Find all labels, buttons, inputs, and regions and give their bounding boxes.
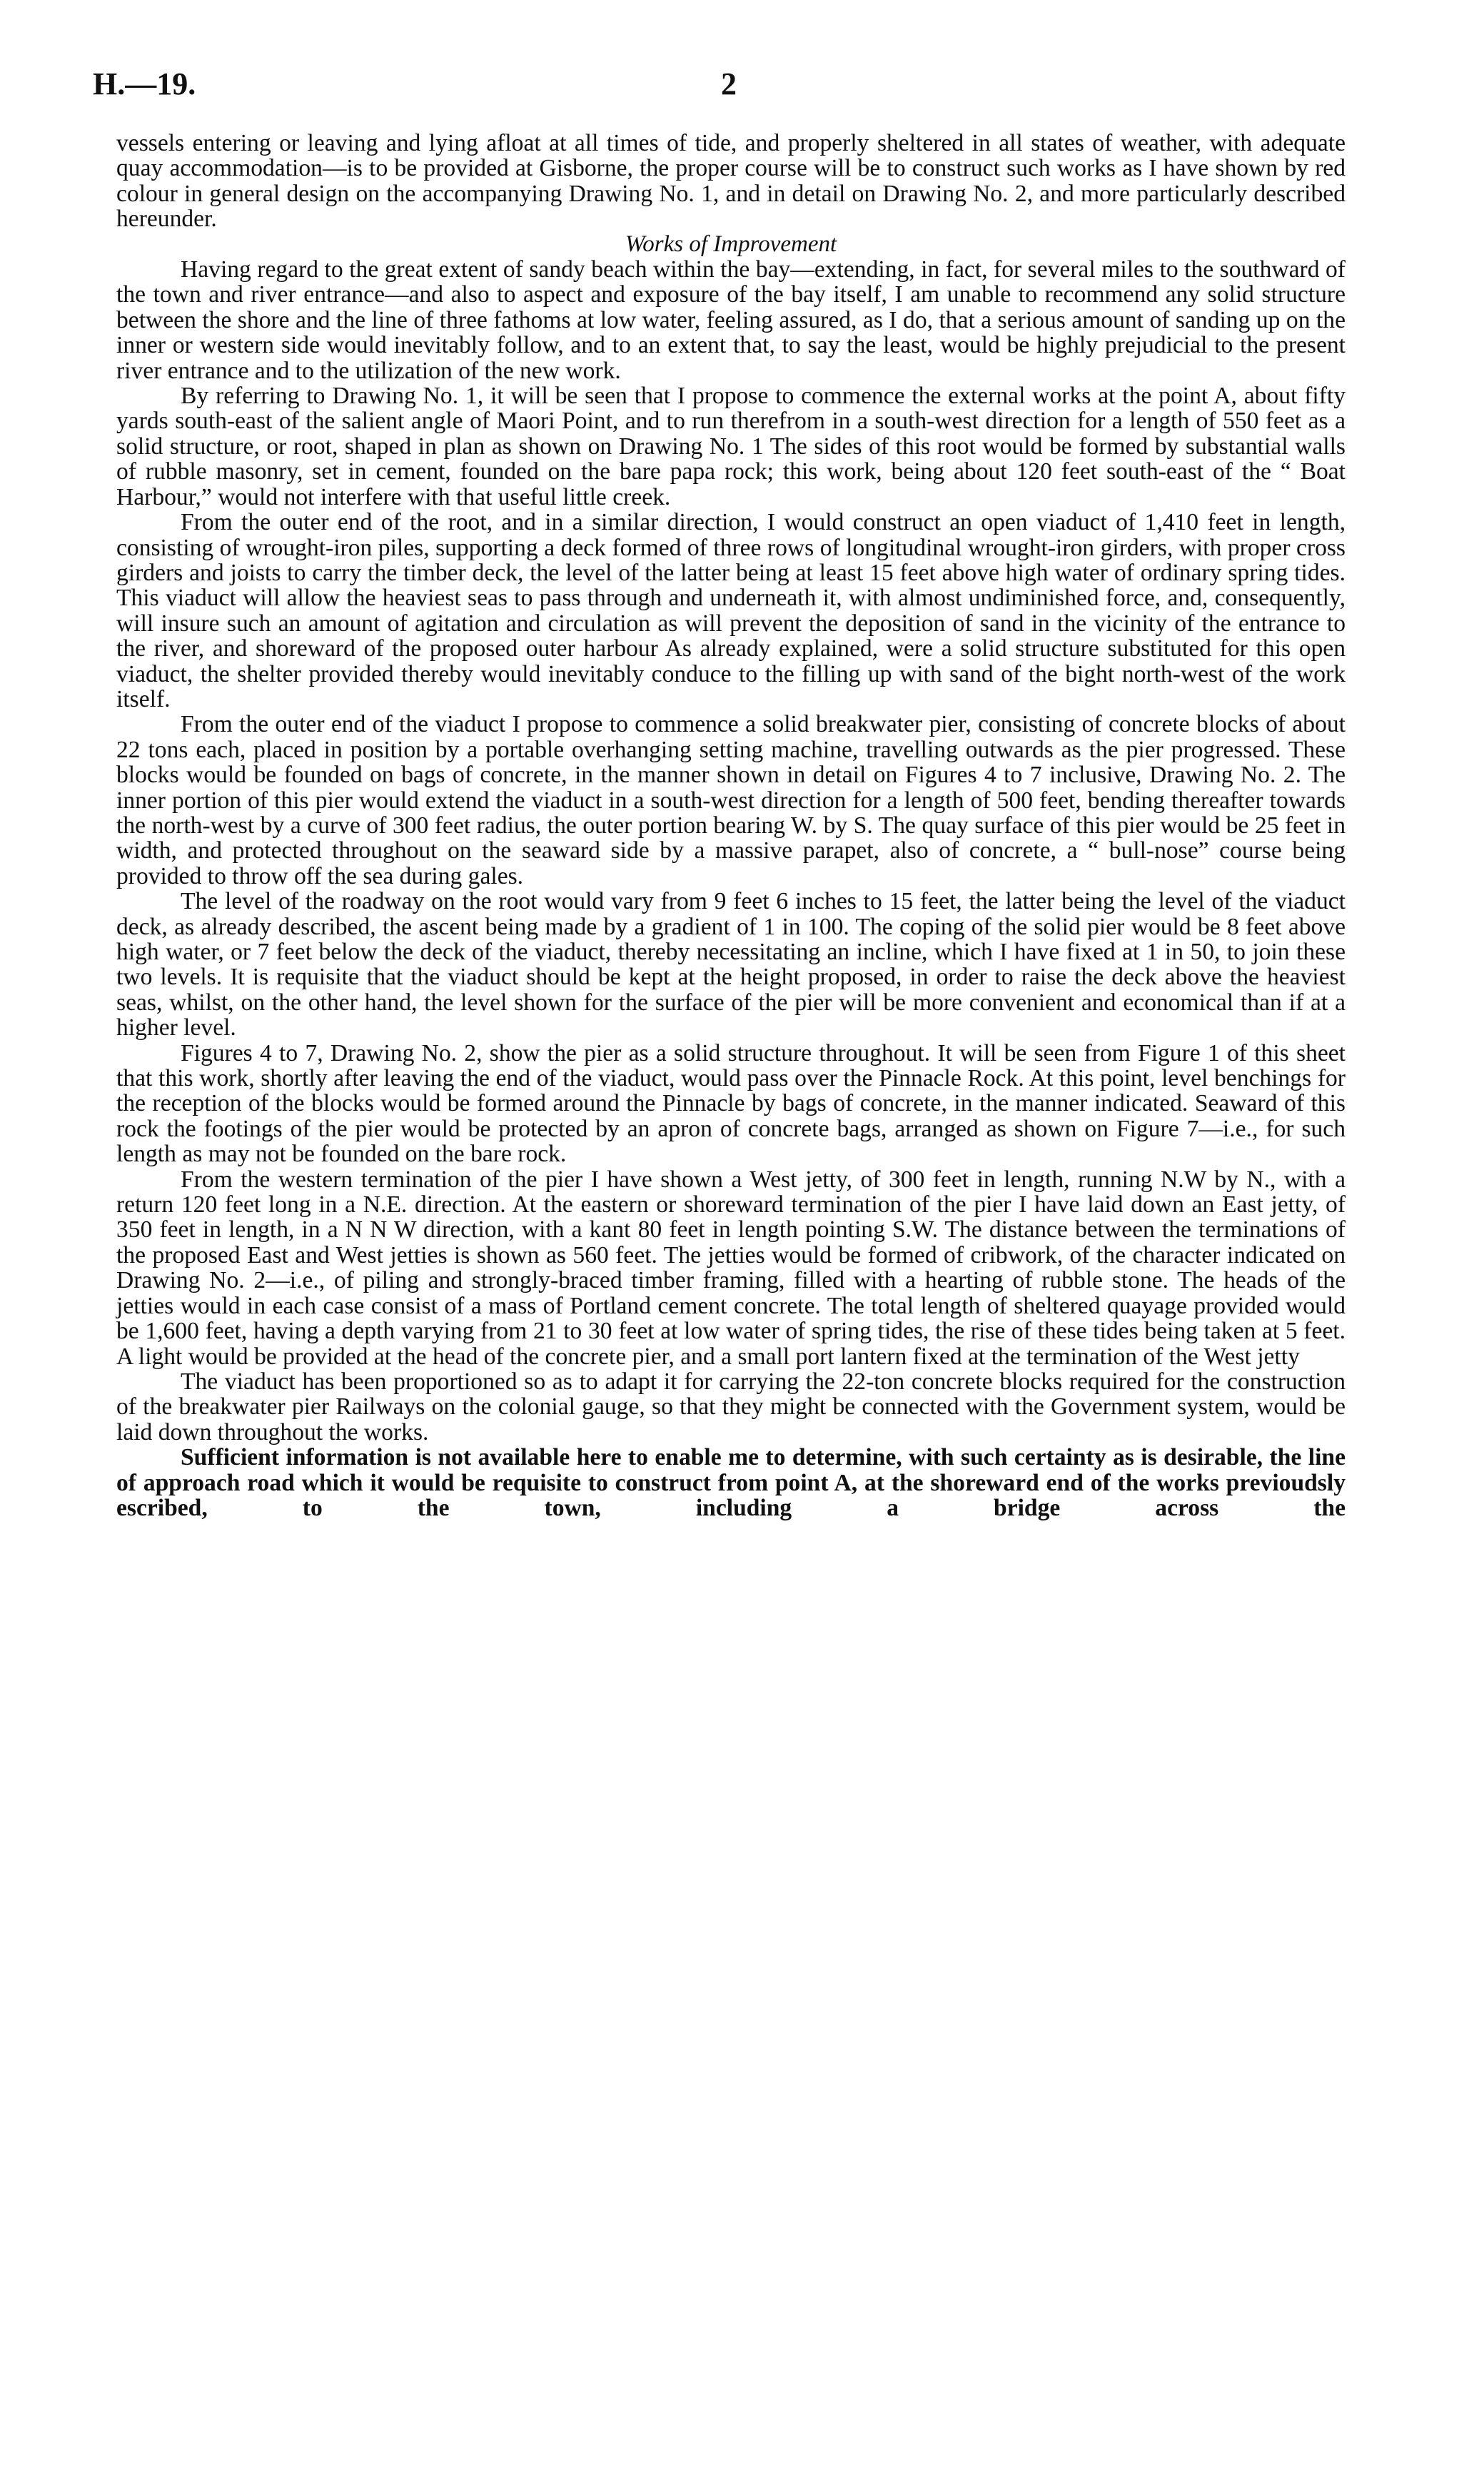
paragraph-viaduct: From the outer end of the root, and in a similar direction, I would construct an open viaduct of 1,410 feet in length, consisting of wrought-iron piles, supporting a deck formed of three rows of longitudinal wrought-iron girders, with proper cross girders and joists to carry the timber deck, the level of the latter being at least 15 feet above high water of ordinary spring tides. This viaduct will allow the heaviest seas to pass through and underneath it, with almost undiminished force, and, consequently, will insure such an amount of agitation and circulation as will prevent the deposition of sand in the vicinity of the entrance to the river, and shoreward of the proposed outer harbour As already explained, were a solid structure substituted for this open viaduct, the shelter provided thereby would inevitably conduce to the filling up with sand of the bight north-west of the work itself. [116,509,1346,712]
paragraph-jetties: From the western termination of the pier I have shown a West jetty, of 300 feet in length, running N.W by N., with a return 120 feet long in a N.E. direction. At the eastern or shoreward termination of the pier I have laid down an East jetty, of 350 feet in length, in a N N W direction, with a kant 80 feet in length pointing S.W. The distance between the terminations of the proposed East and West jetties is shown as 560 feet. The jetties would be formed of cribwork, of the character indicated on Drawing No. 2—i.e., of piling and strongly-braced timber framing, filled with a hearting of rubble stone. The heads of the jetties would in each case consist of a mass of Portland cement concrete. The total length of sheltered quayage provided would be 1,600 feet, having a depth varying from 21 to 30 feet at low water of spring tides, the rise of these tides being taken at 5 feet. A light would be provided at the head of the concrete pier, and a small port lantern fixed at the termination of the West jetty [116,1166,1346,1370]
section-heading: Works of Improvement [625,231,837,257]
body-text [116,131,1346,1520]
document-reference: H.—19. [93,66,196,101]
paragraph-railways: The viaduct has been proportioned so as to adapt it for carrying the 22-ton concrete blocks required for the construction of the breakwater pier Railways on the colonial gauge, so that they might be connected with the Government system, would be laid down throughout the works. [116,1368,1346,1446]
paragraph-root: By referring to Drawing No. 1, it will be seen that I propose to commence the external works at the point A, about fifty yards south-east of the salient angle of Maori Point, and to run therefrom in a south-west direction for a length of 550 feet as a solid structure, or root, shaped in plan as shown on Drawing No. 1 The sides of this root would be formed by substantial walls of rubble masonry, set in cement, founded on the bare papa rock; this work, being about 120 feet south-east of the “ Boat Harbour,” would not interfere with that useful little creek. [116,383,1346,510]
paragraph-continuation: vessels entering or leaving and lying afloat at all times of tide, and properly sheltered in all states of weather, with adequate quay accommodation—is to be provided at Gisborne, the proper course will be to construct such works as I have shown by red colour in general design on the accompanying Drawing No. 1, and in detail on Drawing No. 2, and more particularly described hereunder. [116,130,1346,233]
page-header [93,66,1378,109]
paragraph-roadway-level: The level of the roadway on the root would vary from 9 feet 6 inches to 15 feet, the latter being the level of the viaduct deck, as already described, the ascent being made by a gradient of 1 in 100. The coping of the solid pier would be 8 feet above high water, or 7 feet below the deck of the viaduct, thereby necessitating an incline, which I have fixed at 1 in 50, to join these two levels. It is requisite that the viaduct should be kept at the height proposed, in order to raise the deck above the heaviest seas, whilst, on the other hand, the level shown for the surface of the pier will be more convenient and economical than if at a higher level. [116,888,1346,1041]
paragraph-figures: Figures 4 to 7, Drawing No. 2, show the pier as a solid structure throughout. It will be seen from Figure 1 of this sheet that this work, shortly after leaving the end of the viaduct, would pass over the Pinnacle Rock. At this point, level benchings for the reception of the blocks would be formed around the Pinnacle by bags of concrete, in the manner indicated. Seaward of this rock the footings of the pier would be protected by an apron of concrete bags, arranged as shown on Figure 7—i.e., for such length as may not be founded on the bare rock. [116,1039,1346,1168]
paragraph-breakwater-pier: From the outer end of the viaduct I propose to commence a solid breakwater pier, consisting of concrete blocks of about 22 tons each, placed in position by a portable overhanging setting machine, travelling outwards as the pier progressed. These blocks would be founded on bags of concrete, in the manner shown in detail on Figures 4 to 7 inclusive, Drawing No. 2. The inner portion of this pier would extend the viaduct in a south-west direction for a length of 500 feet, bending thereafter towards the north-west by a curve of 300 feet radius, the outer portion bearing W. by S. The quay surface of this pier would be 25 feet in width, and protected throughout on the seaward side by a massive parapet, also of concrete, a “ bull-nose” course being provided to throw off the sea during gales. [116,711,1346,889]
paragraph-approach-road: Sufficient information is not available here to enable me to determine, with such certainty as is desirable, the line of approach road which it would be requisite to construct from point A, at the shoreward end of the works previoudsly escribed, to the town, including a bridge across the [116,1444,1346,1521]
paragraph-sandy-beach: Having regard to the great extent of sandy beach within the bay—extending, in fact, for several miles to the southward of the town and river entrance—and also to aspect and exposure of the bay itself, I am unable to recommend any solid structure between the shore and the line of three fathoms at low water, feeling assured, as I do, that a serious amount of sanding up on the inner or western side would inevitably follow, and to an extent that, to say the least, would be highly prejudicial to the present river entrance and to the utilization of the new work. [116,256,1346,384]
page-number: 2 [721,66,737,101]
